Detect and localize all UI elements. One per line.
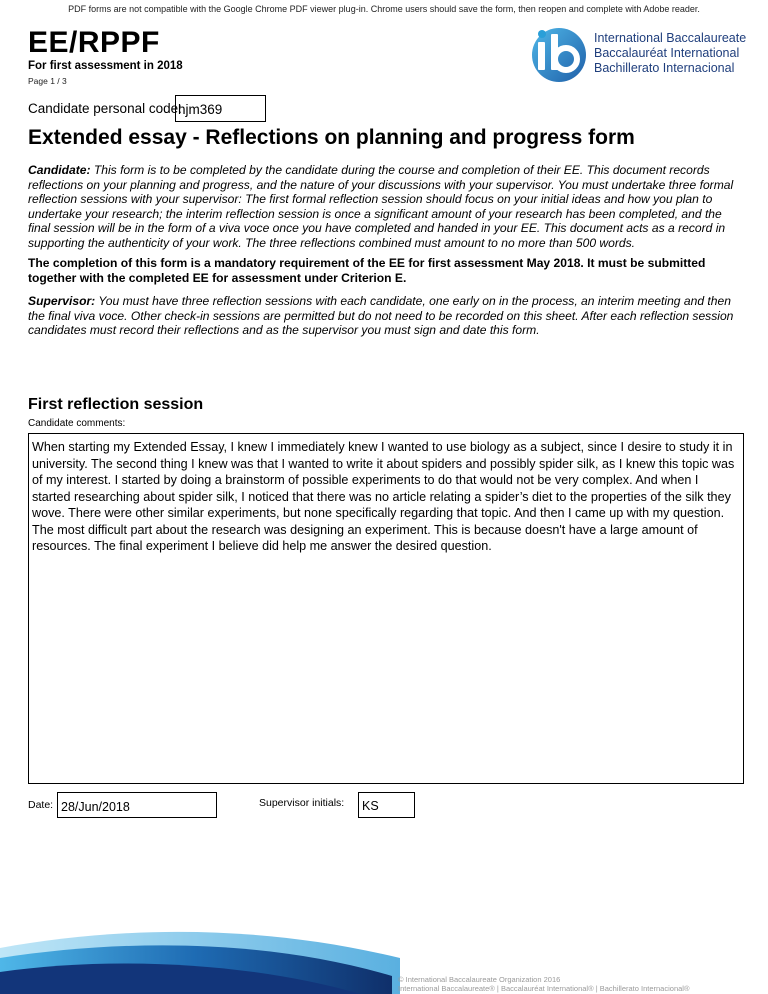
supervisor-initials-label: Supervisor initials: — [259, 797, 345, 809]
date-label: Date: — [28, 799, 54, 811]
supervisor-instructions — [28, 294, 744, 338]
ib-logo — [528, 26, 747, 84]
candidate-instructions-text: This form is to be completed by the candidate during the course and completion of their EE. This document records reflections on your planning and progress, and the nature of your discussions with your supervisor. You must undertake three formal reflection sessions with your supervisor: The first formal reflection session should focus on your initial ideas and how you plan to undertake your research; the interim reflection session is once a significant amount of your research has been completed, and the final session will be in the form of a viva voce once you have completed and handed in your EE. This document acts as a record in supporting the authenticity of your work. The three reflections combined must amount to no more than 500 words. — [28, 163, 734, 250]
candidate-instructions — [28, 163, 744, 250]
pdf-viewer-notice: PDF forms are not compatible with the Google Chrome PDF viewer plug-in. Chrome users should save the form, then reopen and complete with Adobe reader. — [68, 4, 700, 14]
candidate-code-label: Candidate personal code: — [28, 101, 182, 116]
supervisor-instructions-label: Supervisor: — [28, 294, 96, 308]
page-number: Page 1 / 3 — [28, 76, 67, 86]
date-field[interactable]: 28/Jun/2018 — [57, 792, 217, 818]
logo-name-fr: Baccalauréat International — [594, 46, 740, 60]
candidate-comments-field[interactable]: When starting my Extended Essay, I knew I immediately knew I wanted to use biology as a subject, since I desire to study it in university. The second thing I knew was that I wanted to write it about spiders and possibly spider silk, as I knew this topic was of my interest. I started by doing a brainstorm of possible experiments to do that would not be very complex. And when I started researching about spider silk, I noticed that there was no article relating a spider’s diet to the properties of the silk they wove. There were other similar experiments, but none specifically regarding that topic. And then I came up with my question. The most difficult part about the research was designing an experiment. This is because doesn't have a large amount of resources. The final experiment I believe did help me answer the desired question. — [28, 433, 744, 784]
logo-name-es: Bachillerato Internacional — [594, 61, 735, 75]
copyright-line-1: © International Baccalaureate Organization 2016 — [398, 975, 561, 984]
copyright-line-2: International Baccalaureate® | Baccalauréat International® | Bachillerato Internacional® — [398, 983, 690, 993]
form-title: Extended essay - Reflections on planning and progress form — [28, 126, 635, 149]
candidate-instructions-label: Candidate: — [28, 163, 91, 177]
candidate-code-field[interactable]: hjm369 — [175, 95, 266, 122]
form-code: EE/RPPF — [28, 26, 160, 59]
supervisor-initials-field[interactable]: KS — [358, 792, 415, 818]
candidate-comments-label: Candidate comments: — [28, 418, 126, 429]
copyright-notice — [398, 976, 689, 993]
supervisor-instructions-text: You must have three reflection sessions with each candidate, one early on in the process, an interim meeting and then the final viva voce. Other check-in sessions are permitted but do not need to be recorded on this sheet. After each reflection session candidates must record their reflections and as the supervisor you must sign and date this form. — [28, 294, 734, 337]
ib-logo-names — [594, 31, 746, 76]
mandatory-requirement-note: The completion of this form is a mandatory requirement of the EE for first assessment May 2018. It must be submitted together with the completed EE for assessment under Criterion E. — [28, 256, 706, 285]
ib-logo-icon — [528, 26, 590, 84]
first-reflection-heading: First reflection session — [28, 396, 204, 413]
logo-name-en: International Baccalaureate — [594, 31, 747, 45]
first-assessment-line: For first assessment in 2018 — [28, 60, 183, 72]
